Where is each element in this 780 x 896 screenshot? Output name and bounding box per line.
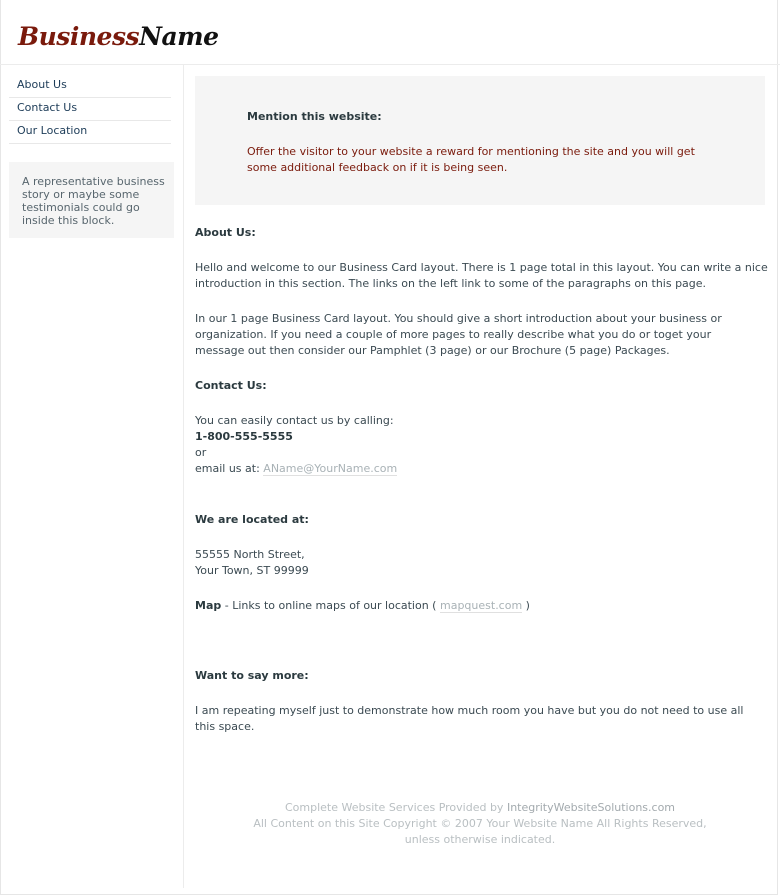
sidebar-nav — [9, 75, 171, 144]
mention-text: Offer the visitor to your website a reward for mentioning the site and you will get some additional feedback on if it is being seen. — [247, 145, 695, 174]
logo[interactable] — [18, 22, 219, 51]
map-text-after: ) — [522, 599, 530, 612]
about-heading: About Us: — [195, 226, 256, 239]
mention-box — [195, 76, 765, 205]
about-paragraph-1: Hello and welcome to our Business Card layout. There is 1 page total in this layout. You can write a nice introduction in this section. The links on the left link to some of the paragraphs on this page. — [195, 261, 768, 290]
footer-line-1 — [195, 800, 765, 816]
about-paragraph-2: In our 1 page Business Card layout. You should give a short introduction about your business or organization. If you need a couple of more pages to really describe what you do or toget your message out then consider our Pamphlet (3 page) or our Brochure (5 page) Packages. — [195, 312, 722, 357]
contact-email-prefix: email us at: — [195, 462, 260, 475]
mapquest-link[interactable]: mapquest.com — [439, 599, 523, 612]
contact-phone[interactable]: 1-800-555-5555 — [195, 430, 293, 443]
location-heading: We are located at: — [195, 513, 309, 526]
nav-item-about-us[interactable]: About Us — [9, 75, 171, 98]
map-text-before: - Links to online maps of our location ( — [221, 599, 440, 612]
contact-or-text: or — [195, 446, 207, 459]
contact-email-link[interactable]: AName@YourName.com — [263, 462, 398, 475]
footer — [195, 800, 765, 848]
footer-credit-text: Complete Website Services Provided by — [284, 801, 507, 814]
more-heading: Want to say more: — [195, 669, 309, 682]
logo-part-2: Name — [139, 22, 219, 51]
map-label: Map — [195, 599, 222, 612]
contact-call-text: You can easily contact us by calling: — [195, 414, 394, 427]
header — [0, 0, 780, 65]
location-map-line — [195, 598, 770, 614]
contact-heading: Contact Us: — [195, 379, 267, 392]
main-content — [195, 76, 770, 733]
contact-block — [195, 413, 770, 477]
footer-line-3: unless otherwise indicated. — [404, 833, 556, 846]
nav-item-our-location[interactable]: Our Location — [9, 121, 171, 144]
footer-line-2: All Content on this Site Copyright © 2007 Your Website Name All Rights Reserved, — [253, 817, 707, 830]
more-text: I am repeating myself just to demonstrate how much room you have but you do not need to use all this space. — [195, 704, 744, 733]
sidebar-divider — [183, 65, 184, 888]
footer-credit-link[interactable]: IntegrityWebsiteSolutions.com — [506, 801, 676, 814]
contact-email-line — [195, 461, 770, 477]
location-address — [195, 547, 770, 579]
location-city: Your Town, ST 99999 — [195, 564, 309, 577]
logo-part-1: Business — [18, 22, 140, 51]
nav-item-contact-us[interactable]: Contact Us — [9, 98, 171, 121]
sidebar-story-box: A representative business story or maybe some testimonials could go inside this block. — [9, 162, 174, 238]
location-street: 55555 North Street, — [195, 548, 305, 561]
mention-title: Mention this website: — [247, 110, 382, 123]
